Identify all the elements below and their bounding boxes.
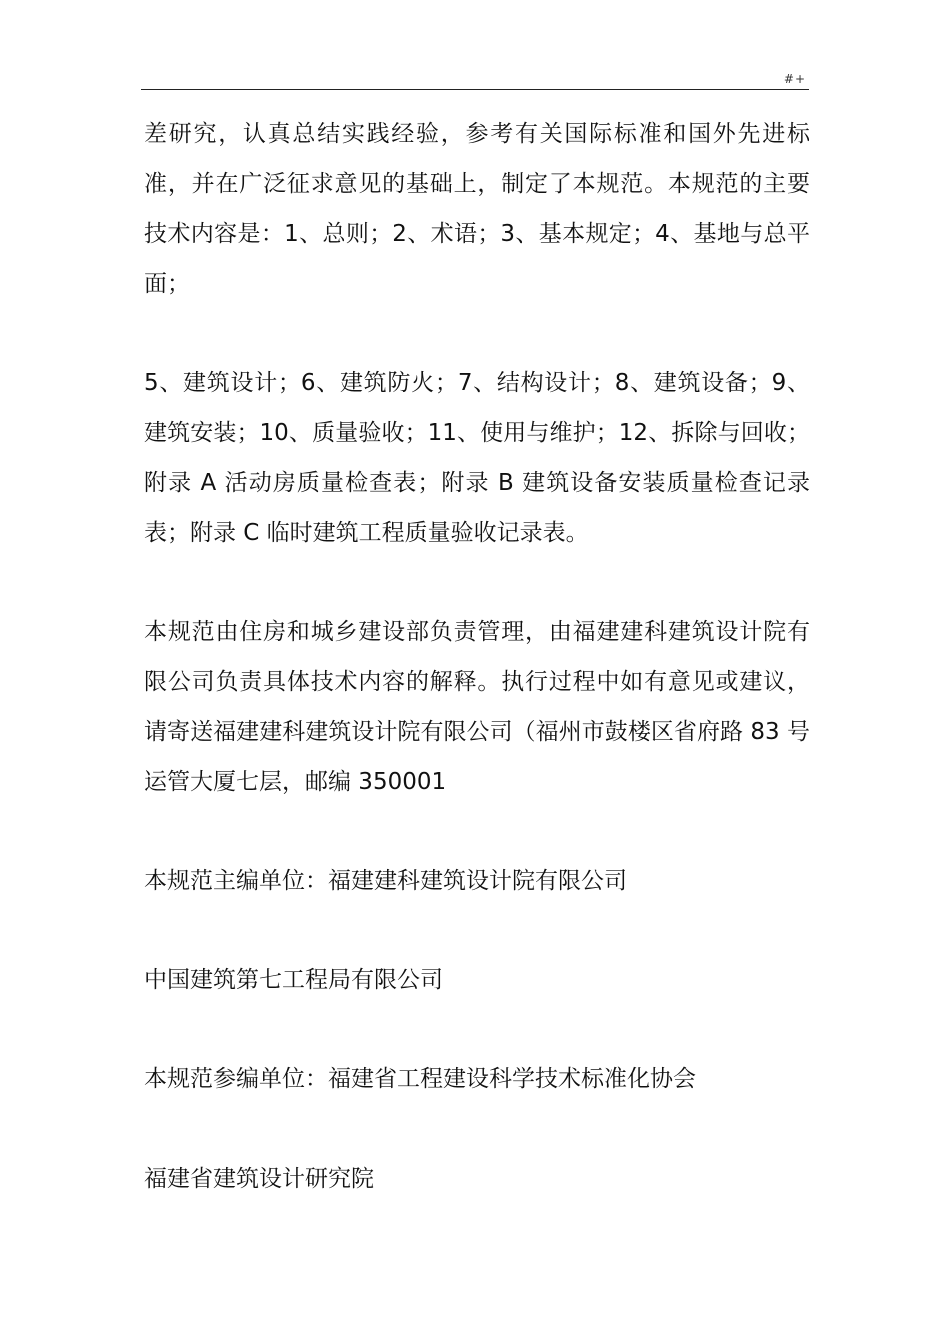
paragraph-participating-unit: 本规范参编单位：福建省工程建设科学技术标准化协会 <box>144 1066 696 1092</box>
paragraph-technical-contents-part2: 5、建筑设计；6、建筑防火；7、结构设计；8、建筑设备；9、建筑安装；10、质量验收；11、使用与维护；12、拆除与回收；附录 A 活动房质量检查表；附录 B 建筑设备安装质量检查记录表；附录 C 临时建筑工程质量验收记录表。 <box>144 370 810 546</box>
header-rule <box>141 89 809 90</box>
paragraph-chief-editor-unit: 本规范主编单位：福建建科建筑设计院有限公司 <box>144 868 627 894</box>
paragraph-management-contact: 本规范由住房和城乡建设部负责管理，由福建建科建筑设计院有限公司负责具体技术内容的解释。执行过程中如有意见或建议，请寄送福建建科建筑设计院有限公司（福州市鼓楼区省府路 83 号运管大厦七层，邮编 350001 <box>144 619 810 795</box>
paragraph-technical-contents-part1: 差研究，认真总结实践经验，参考有关国际标准和国外先进标准，并在广泛征求意见的基础上，制定了本规范。本规范的主要技术内容是：1、总则；2、术语；3、基本规定；4、基地与总平面； <box>144 121 810 297</box>
paragraph-participating-unit-2: 福建省建筑设计研究院 <box>144 1166 374 1192</box>
header-mark: #+ <box>783 72 806 86</box>
paragraph-chief-editor-unit-2: 中国建筑第七工程局有限公司 <box>144 967 443 993</box>
